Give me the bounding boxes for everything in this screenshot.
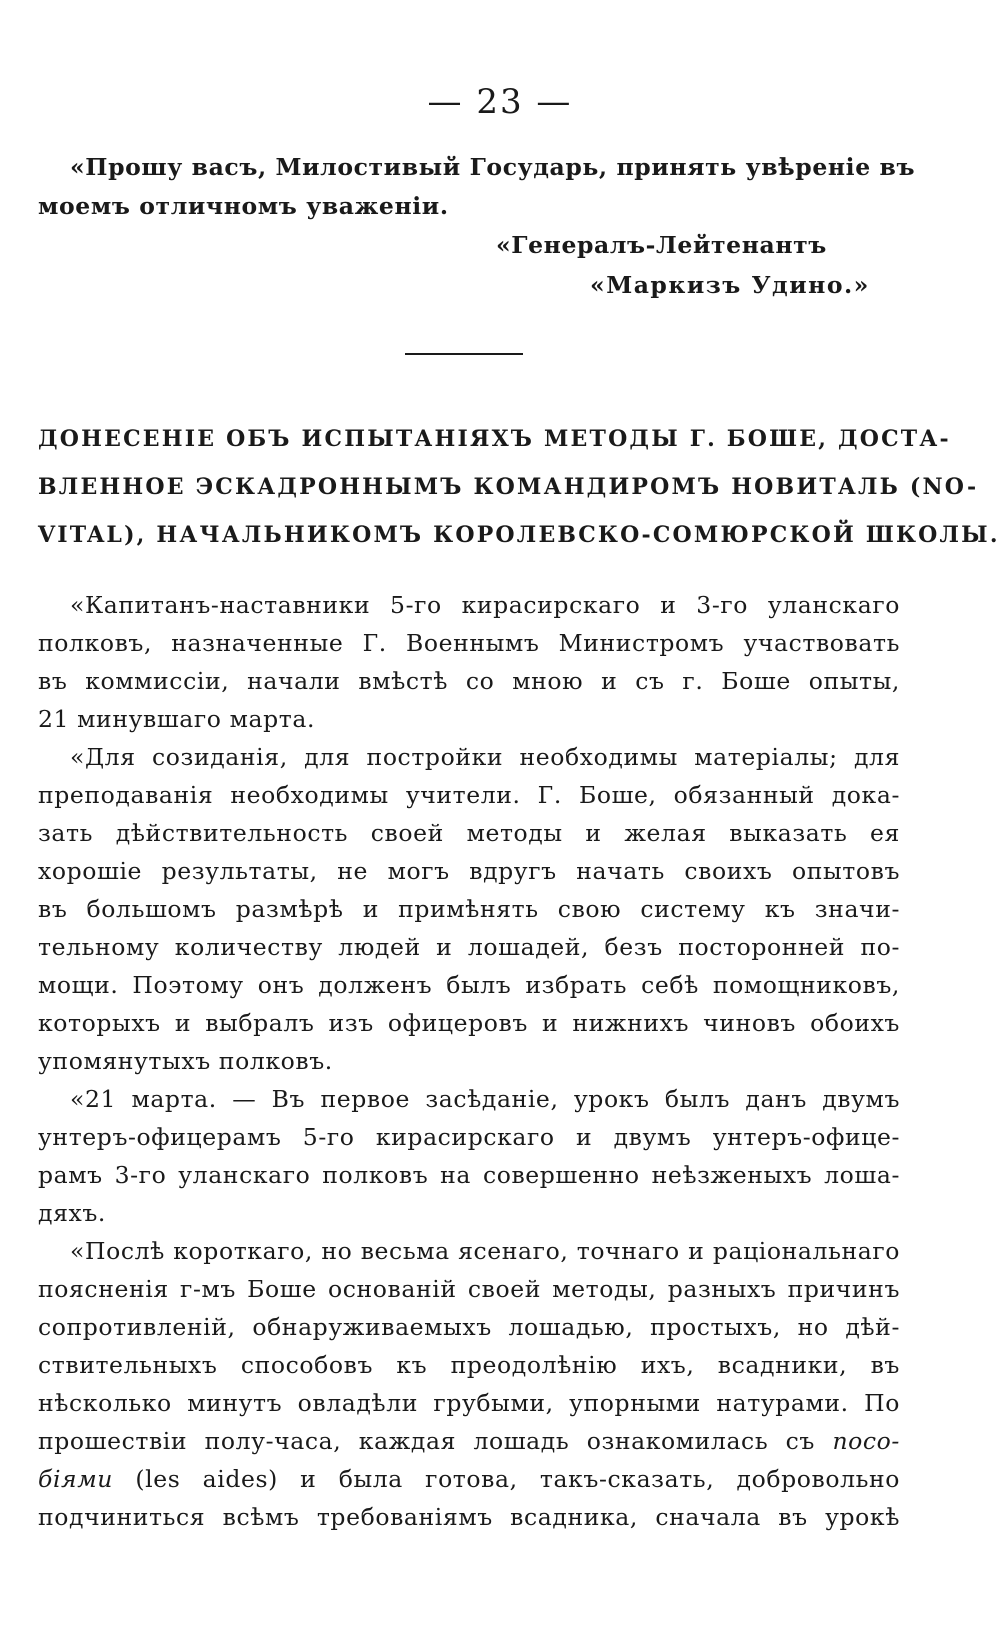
paragraph-text: (les aides) и была готова, такъ-сказать, добровольно (135, 1465, 900, 1493)
paragraph-line: упомянутыхъ полковъ. (38, 1047, 333, 1075)
letter-closing-line-1: «Прошу васъ, Милостивый Государь, принять увѣреніе въ (70, 153, 916, 181)
paragraph-line: поясненія г-мъ Боше основаній своей методы, разныхъ причинъ (38, 1275, 900, 1303)
heading-line-1: ДОНЕСЕНІЕ ОБЪ ИСПЫТАНІЯХЪ МЕТОДЫ Г. БОШЕ, ДОСТА- (38, 426, 951, 452)
section-divider (405, 353, 523, 355)
heading-line-2: ВЛЕННОЕ ЭСКАДРОННЫМЪ КОМАНДИРОМЪ НОВИТАЛЬ (NO- (38, 474, 979, 500)
paragraph-line: дяхъ. (38, 1199, 106, 1227)
paragraph-line (38, 1427, 900, 1455)
paragraph-line: въ коммиссіи, начали вмѣстѣ со мною и съ г. Боше опыты, (38, 667, 900, 695)
paragraph-line: унтеръ-офицерамъ 5-го кирасирскаго и двумъ унтеръ-офице- (38, 1123, 900, 1151)
paragraph-line: нѣсколько минутъ овладѣли грубыми, упорными натурами. По (38, 1389, 900, 1417)
paragraph-line: которыхъ и выбралъ изъ офицеровъ и нижнихъ чиновъ обоихъ (38, 1009, 900, 1037)
paragraph-line: сопротивленій, обнаруживаемыхъ лошадью, простыхъ, но дѣй- (38, 1313, 900, 1341)
page-number: — 23 — (427, 82, 573, 122)
paragraph-line: зать дѣйствительность своей методы и желая выказать ея (38, 819, 900, 847)
paragraph-line: въ большомъ размѣрѣ и примѣнять свою систему къ значи- (38, 895, 900, 923)
paragraph-line: мощи. Поэтому онъ долженъ былъ избрать себѣ помощниковъ, (38, 971, 900, 999)
paragraph-line: ствительныхъ способовъ къ преодолѣнію ихъ, всадники, въ (38, 1351, 900, 1379)
paragraph-line: «Послѣ короткаго, но весьма ясенаго, точнаго и раціональнаго (70, 1237, 900, 1265)
paragraph-line: преподаванія необходимы учители. Г. Боше, обязанный дока- (38, 781, 900, 809)
paragraph-line: тельному количеству людей и лошадей, безъ посторонней по- (38, 933, 900, 961)
paragraph-text: прошествіи полу-часа, каждая лошадь ознакомилась съ (38, 1427, 815, 1455)
paragraph-line: 21 минувшаго марта. (38, 705, 316, 733)
heading-line-3: VITAL), НАЧАЛЬНИКОМЪ КОРОЛЕВСКО-СОМЮРСКОЙ ШКОЛЫ. (38, 522, 1000, 548)
letter-closing-line-2: моемъ отличномъ уваженіи. (38, 192, 449, 220)
italic-term: посо- (832, 1427, 900, 1455)
italic-term: біями (38, 1465, 114, 1493)
paragraph-line: «Капитанъ-наставники 5-го кирасирскаго и 3-го уланскаго (70, 591, 900, 619)
paragraph-line: полковъ, назначенные Г. Военнымъ Министромъ участвовать (38, 629, 900, 657)
paragraph-line (38, 1465, 900, 1493)
paragraph-line: «Для созиданія, для постройки необходимы матеріалы; для (70, 743, 900, 771)
paragraph-line: рамъ 3-го уланскаго полковъ на совершенно неѣзженыхъ лоша- (38, 1161, 900, 1189)
signature-name: «Маркизъ Удино.» (590, 271, 870, 299)
paragraph-line: подчиниться всѣмъ требованіямъ всадника, сначала въ урокѣ (38, 1503, 900, 1531)
signature-rank: «Генералъ-Лейтенантъ (496, 231, 827, 259)
paragraph-line: «21 марта. — Въ первое засѣданіе, урокъ былъ данъ двумъ (70, 1085, 900, 1113)
paragraph-line: хорошіе результаты, не могъ вдругъ начать своихъ опытовъ (38, 857, 900, 885)
